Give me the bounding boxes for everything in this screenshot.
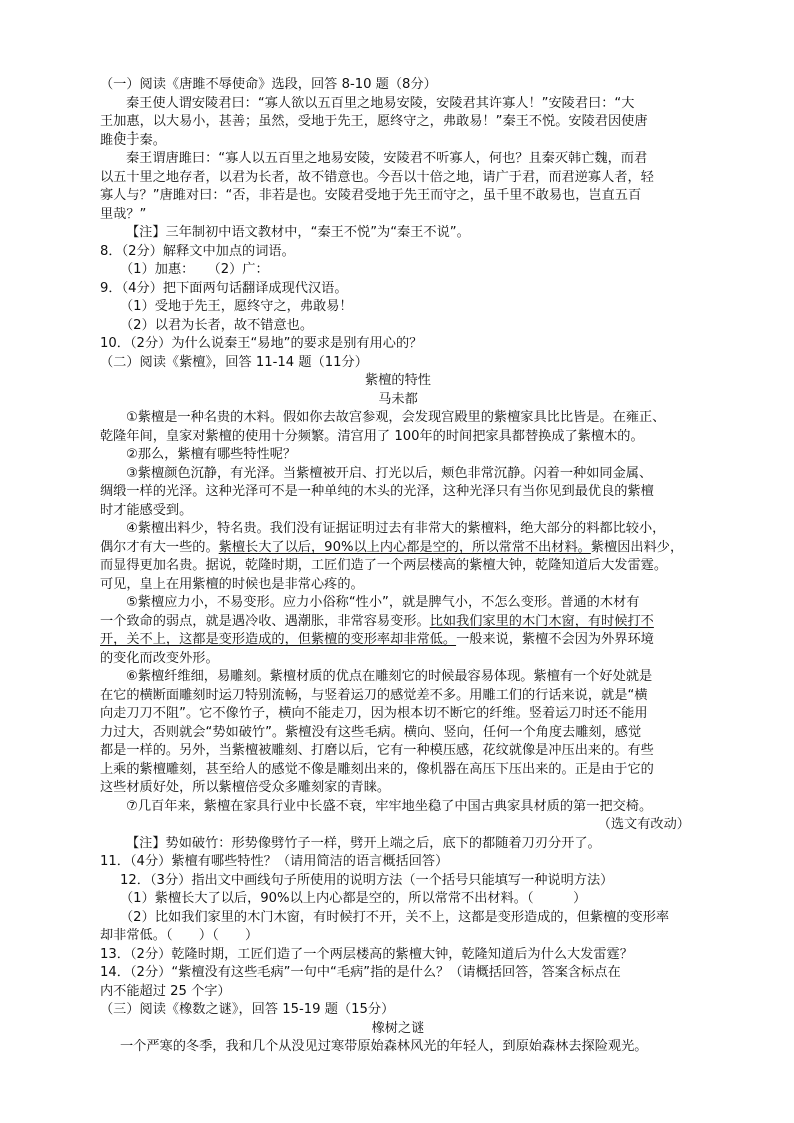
paragraph-line: ④紫檀出料少，特名贵。我们没有证据证明过去有非常大的紫檀料，绝大部分的料都比较小，: [126, 521, 666, 536]
question-12-item-1: （1）紫檀长大了以后，90%以上内心都是空的，所以常常不出材料。（ ）: [120, 891, 587, 906]
paragraph-line: [100, 631, 696, 650]
question-9-item-2: （2）以君为长者，故不错意也。: [120, 317, 314, 333]
paragraph-line: 上乘的紫檀雕刻，甚至给人的感觉不像是雕刻出来的，像机器在高压下压出来的。正是由于它的: [100, 761, 654, 777]
paragraph-line: 一个严寒的冬季，我和几个从没见过寒带原始森林风光的年轻人，到原始森林去探险观光。: [120, 1039, 648, 1054]
paragraph-line: 的变化而改变外形。: [100, 650, 219, 666]
question-9: 9．（4分）把下面两句话翻译成现代汉语。: [100, 280, 348, 296]
paragraph-line: [100, 113, 696, 132]
paragraph-line: ①紫檀是一种名贵的木料。假如你去故宫参观，会发现宫殿里的紫檀家具比比皆是。在雍正、: [126, 410, 666, 425]
section1-header: （一）阅读《唐雎不辱使命》选段，回答 8-10 题（8分）: [100, 77, 437, 92]
paragraph-line: [100, 539, 696, 558]
paragraph-line: 绸缎一样的光泽。这种光泽可不是一种单纯的木头的光泽，这种光泽只有当你见到最优良的紫檀: [100, 484, 654, 499]
paragraph-line: 这些材质好处，所以紫檀倍受众多雕刻家的青睐。: [100, 780, 391, 795]
paragraph-line: 而显得更加名贵。据说，乾隆时期，工匠们造了一个两层楼高的紫檀大钟，乾隆知道后大发雷霆。: [100, 558, 668, 573]
paragraph-line: 里哉？”: [100, 206, 147, 222]
dotted-word: 加惠: [113, 114, 140, 129]
text-fragment: 一个致命的弱点，就是遇冷收、遇潮胀，非常容易变形。: [100, 613, 430, 629]
paragraph-line: 秦王谓唐雎曰：“寡人以五百里之地易安陵，安陵君不听寡人，何也？且秦灭韩亡魏，而君: [126, 151, 648, 166]
question-12: 12．（3分）指出文中画线句子所使用的说明方法（一个括号只能填写一种说明方法）: [120, 872, 614, 888]
text-fragment: 一般来说，紫檀不会因为外界环境: [456, 632, 654, 647]
paragraph-line: ②那么，紫檀有哪些特性呢？: [126, 447, 297, 462]
paragraph-line: 向走刀刀不阻”。它不像竹子，横向不能走刀，因为根本切不断它的纤维。竖着运刀时还不能用: [100, 706, 648, 721]
note: 【注】三年制初中语文教材中，“秦王不悦”为“秦王不说”。: [126, 225, 470, 240]
question-10: 10．（2分）为什么说秦王“易地”的要求是别有用心的？: [100, 336, 423, 351]
question-14: 14．（2分）“紫檀没有这些毛病”一句中“毛病”指的是什么？（请概括回答，答案含标点在: [100, 965, 621, 980]
paragraph-line: ⑤紫檀应力小，不易变形。应力小俗称“性小”，就是脾气小，不怎么变形。普通的木材有: [126, 595, 640, 610]
question-12-item-2: （2）比如我们家里的木门木窗，有时候打不开，关不上，这都是变形造成的，但紫檀的变形率: [120, 909, 670, 925]
section3-header: （三）阅读《橡数之谜》，回答 15-19 题（15分）: [100, 1002, 395, 1017]
question-11: 11．（4分）紫檀有哪些特性？（请用简洁的语言概括回答）: [100, 854, 449, 869]
paragraph-line: 时才能感受到。: [100, 502, 193, 518]
paragraph-line: 都是一样的。另外，当紫檀被雕刻、打磨以后，它有一种模压感，花纹就像是冲压出来的。有些: [100, 743, 654, 758]
question-12-item-2-cont: 却非常低。（ ）（ ）: [100, 928, 259, 943]
note: 【注】势如破竹：形势像劈竹子一样，劈开上端之后，底下的都随着刀刃分开了。: [126, 835, 601, 851]
article-title: 橡树之谜: [371, 1020, 425, 1036]
document-page: [100, 76, 696, 1057]
paragraph-line: ③紫檀颜色沉静，有光泽。当紫檀被开启、打光以后，颊色非常沉静。闪着一种如同金属、: [126, 465, 653, 481]
paragraph-line: 以五十里之地存者，以君为长者，故不错意也。今吾以十倍之地，请广于君，而君逆寡人者，轻: [100, 169, 654, 185]
underlined-sentence: 紫檀长大了以后，90%以上内心都是空的，所以常常不出材料。: [218, 539, 591, 555]
paragraph-line: ⑥紫檀纤维细，易雕刻。紫檀材质的优点在雕刻它的时候最容易体现。紫檀有一个好处就是: [126, 669, 653, 684]
section2-header: （二）阅读《紫檀》，回答 11-14 题（11分）: [100, 354, 368, 370]
text-fragment: ，以大易小，甚善；虽然，受地于先王，愿终守之，弗敢易！”秦王不悦。安陵君因使唐: [139, 114, 648, 129]
text-fragment: 偶尔才有大一些的。: [100, 539, 219, 555]
question-14-cont: 内不能超过 25 个字）: [100, 983, 231, 999]
text-fragment: 王: [100, 114, 114, 129]
paragraph-line: 寡人与？”唐雎对曰：“否，非若是也。安陵君受地于先王而守之，虽千里不敢易也，岂直五百: [100, 188, 642, 203]
paragraph-line: ⑦几百年来，紫檀在家具行业中长盛不衰，牢牢地坐稳了中国古典家具材质的第一把交椅。: [126, 798, 653, 814]
paragraph-line: 雎使于秦。: [100, 132, 166, 148]
text-fragment: 紫檀因出料少，: [590, 539, 684, 555]
paragraph-line: 在它的横断面雕刻时运刀特别流畅，与竖着运刀的感觉差不多。用雕工们的行话来说，就是“横: [100, 687, 648, 703]
question-13: 13．（2分）乾隆时期，工匠们造了一个两层楼高的紫檀大钟，乾隆知道后为什么大发雷霆？: [100, 946, 633, 962]
article-title: 紫檀的特性: [365, 373, 431, 388]
paragraph-line: 秦王使人谓安陵君曰：“寡人欲以五百里之地易安陵，安陵君其许寡人！”安陵君曰：“大: [126, 95, 635, 111]
question-8: 8．（2分）解释文中加点的词语。: [100, 243, 295, 259]
paragraph-line: 可见，皇上在用紫檀的时候也是非常心疼的。: [100, 576, 364, 592]
underlined-sentence: 开，关不上，这都是变形造成的，但紫檀的变形率却非常低。: [100, 632, 457, 647]
underlined-sentence: 比如我们家里的木门木窗，有时候打不: [429, 613, 654, 629]
paragraph-line: 力过大，否则就会“势如破竹”。紫檀没有这些毛病。横向、竖向，任何一个角度去雕刻，感觉: [100, 724, 642, 740]
source-note: （选文有改动）: [597, 817, 690, 832]
paragraph-line: 乾隆年间，皇家对紫檀的使用十分频繁。清宫用了 100年的时间把家具都替换成了紫檀木的。: [100, 428, 644, 444]
question-9-item-1: （1）受地于先王，愿终守之，弗敢易！: [120, 299, 353, 314]
paragraph-line: [100, 613, 696, 632]
article-author: 马未都: [378, 391, 418, 407]
question-8-items: （1）加惠： （2）广：: [120, 262, 269, 277]
